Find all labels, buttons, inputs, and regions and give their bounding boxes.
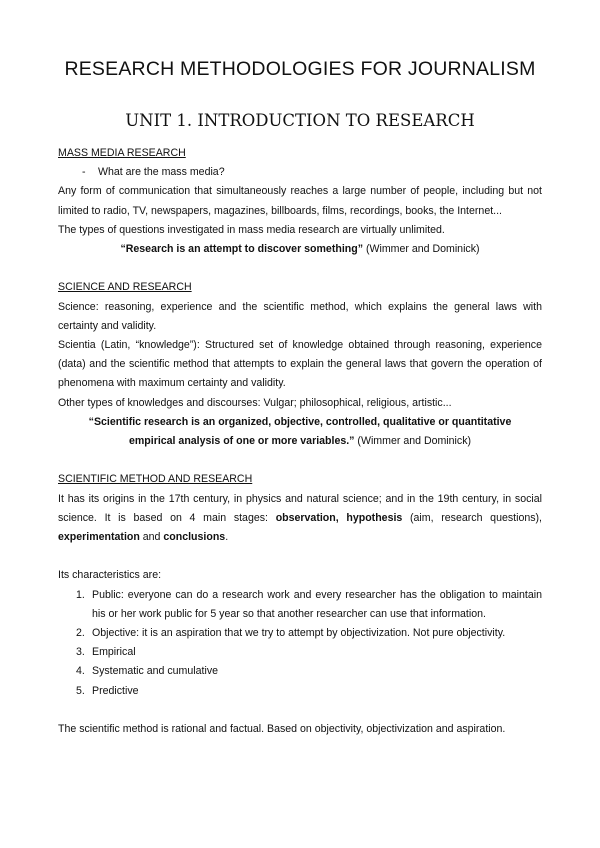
list-number: 2. [76,627,85,640]
list-number: 5. [76,684,85,697]
list-item-text: Empirical [92,646,136,659]
list-number: 1. [76,588,85,601]
list-number: 4. [76,665,85,678]
quote-text-line1: “Scientific research is an organized, objective, controlled, qualitative or quantitative [88,415,512,428]
list-item [76,624,542,643]
paragraph: Its characteristics are: [58,569,162,582]
bullet-text: What are the mass media? [98,166,225,179]
section-heading-mass-media: MASS MEDIA RESEARCH [58,147,186,159]
text-run: and [139,531,164,544]
paragraph: The scientific method is rational and factual. Based on objectivity, objectivization and aspiration. [58,723,506,736]
list-item-text: Objective: it is an aspiration that we try to attempt by objectivization. Not pure objectivity. [92,627,506,640]
text-run-bold: experimentation [58,531,140,544]
quote-attribution: (Wimmer and Dominick) [354,435,472,448]
section-heading-science: SCIENCE AND RESEARCH [58,281,192,294]
text-run-bold: observation, hypothesis [275,511,403,524]
section-heading-method: SCIENTIFIC METHOD AND RESEARCH [58,473,253,486]
list-number: 3. [76,646,85,659]
list-item [76,682,542,701]
list-item-text: Predictive [92,684,139,697]
document-body [58,144,542,739]
quote-text-line2: empirical analysis of one or more variables.” [128,435,355,448]
quote [58,432,542,451]
paragraph: Scientia (Latin, “knowledge”): Structured set of knowledge obtained through reasoning, experience (data) and the scientific method that attempts to explain the general laws that govern the operation of phenomena with maximum certainty and validity. [58,339,542,390]
spacer [58,701,542,720]
paragraph: Science: reasoning, experience and the scientific method, which explains the general laws with certainty and validity. [58,300,542,332]
spacer [58,451,542,470]
quote-attribution: (Wimmer and Dominick) [363,243,480,256]
list-item-text: Systematic and cumulative [92,665,219,678]
quote [58,413,542,432]
paragraph [58,490,542,548]
quote-text: “Research is an attempt to discover something” [120,243,363,256]
dash-bullet: - [82,166,86,179]
bullet-item [58,163,542,182]
list-item [76,643,542,662]
text-run-bold: conclusions [163,531,226,544]
unit-title: UNIT 1. INTRODUCTION TO RESEARCH [125,111,475,130]
characteristics-list [58,586,542,701]
text-run: (aim, research questions), [402,511,542,524]
spacer [58,259,542,278]
list-item [76,662,542,681]
quote [58,240,542,259]
document-title: RESEARCH METHODOLOGIES FOR JOURNALISM [64,58,536,80]
spacer [58,547,542,566]
text-run: . [225,531,229,544]
list-item-text: Public: everyone can do a research work and every researcher has the obligation to maintain his or her work public for 5 year so that another researcher can use that information. [92,588,542,620]
list-item [76,586,542,624]
paragraph: Any form of communication that simultaneously reaches a large number of people, including but not limited to radio, TV, newspapers, magazines, billboards, films, recordings, books, the Internet... [58,185,542,217]
paragraph: The types of questions investigated in mass media research are virtually unlimited. [58,223,445,236]
text-run: It has its origins in the 17th century, in physics and natural science; and in the 19th century, in social science. It is based on 4 main stages: [58,492,542,524]
paragraph: Other types of knowledges and discourses: Vulgar; philosophical, religious, artistic... [58,396,452,409]
